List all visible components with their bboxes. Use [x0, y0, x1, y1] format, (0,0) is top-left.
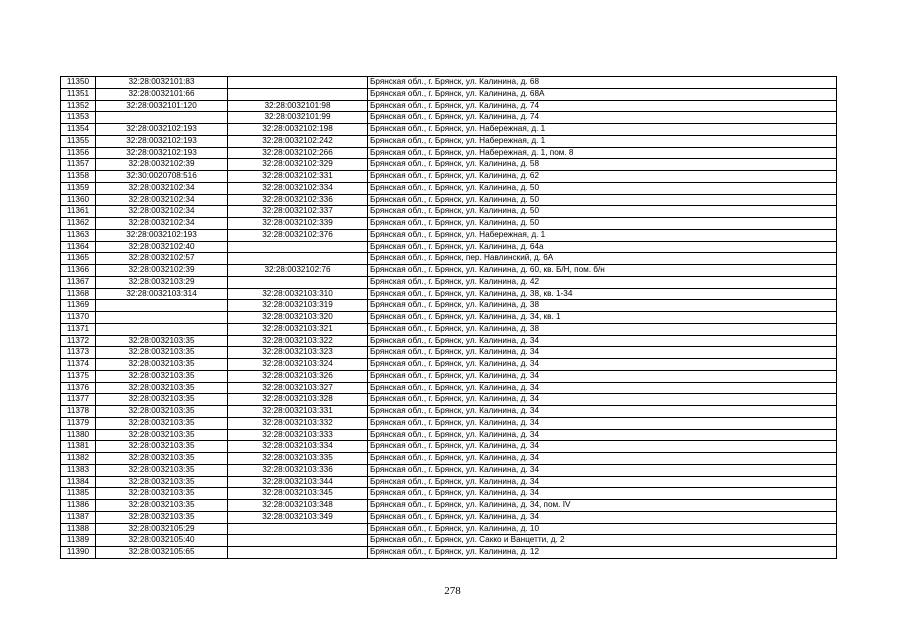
record-number-cell: 11355	[61, 135, 96, 147]
record-number-cell: 11384	[61, 476, 96, 488]
object-cadastral-number-cell	[228, 77, 368, 89]
record-number-cell: 11360	[61, 194, 96, 206]
table-row	[61, 429, 837, 441]
address-cell: Брянская обл., г. Брянск, ул. Калинина, д. 64а	[368, 241, 837, 253]
parcel-cadastral-number-cell: 32:28:0032103:35	[96, 417, 228, 429]
table-row	[61, 300, 837, 312]
record-number-cell: 11365	[61, 253, 96, 265]
table-row	[61, 382, 837, 394]
record-number-cell: 11364	[61, 241, 96, 253]
parcel-cadastral-number-cell: 32:28:0032102:34	[96, 182, 228, 194]
object-cadastral-number-cell: 32:28:0032103:349	[228, 511, 368, 523]
record-number-cell: 11375	[61, 370, 96, 382]
parcel-cadastral-number-cell: 32:28:0032102:193	[96, 124, 228, 136]
address-cell: Брянская обл., г. Брянск, ул. Калинина, д. 38	[368, 300, 837, 312]
table-row	[61, 159, 837, 171]
record-number-cell: 11379	[61, 417, 96, 429]
object-cadastral-number-cell: 32:28:0032102:376	[228, 229, 368, 241]
table-row	[61, 171, 837, 183]
table-row	[61, 182, 837, 194]
address-cell: Брянская обл., г. Брянск, ул. Калинина, д. 38	[368, 323, 837, 335]
object-cadastral-number-cell: 32:28:0032102:266	[228, 147, 368, 159]
address-cell: Брянская обл., г. Брянск, ул. Калинина, д. 34	[368, 511, 837, 523]
table-row	[61, 394, 837, 406]
address-cell: Брянская обл., г. Брянск, ул. Калинина, д. 74	[368, 100, 837, 112]
page-number: 278	[444, 585, 461, 597]
address-cell: Брянская обл., г. Брянск, ул. Калинина, д. 74	[368, 112, 837, 124]
parcel-cadastral-number-cell: 32:28:0032102:39	[96, 159, 228, 171]
parcel-cadastral-number-cell: 32:28:0032103:35	[96, 500, 228, 512]
parcel-cadastral-number-cell: 32:28:0032103:35	[96, 359, 228, 371]
address-cell: Брянская обл., г. Брянск, ул. Калинина, д. 10	[368, 523, 837, 535]
parcel-cadastral-number-cell	[96, 112, 228, 124]
object-cadastral-number-cell: 32:28:0032103:332	[228, 417, 368, 429]
record-number-cell: 11351	[61, 88, 96, 100]
record-number-cell: 11363	[61, 229, 96, 241]
record-number-cell: 11372	[61, 335, 96, 347]
object-cadastral-number-cell: 32:28:0032101:99	[228, 112, 368, 124]
parcel-cadastral-number-cell: 32:28:0032101:83	[96, 77, 228, 89]
table-row	[61, 500, 837, 512]
object-cadastral-number-cell: 32:28:0032103:324	[228, 359, 368, 371]
object-cadastral-number-cell	[228, 547, 368, 559]
record-number-cell: 11369	[61, 300, 96, 312]
table-row	[61, 77, 837, 89]
address-cell: Брянская обл., г. Брянск, ул. Набережная, д. 1, пом. 8	[368, 147, 837, 159]
parcel-cadastral-number-cell: 32:28:0032103:35	[96, 335, 228, 347]
record-number-cell: 11361	[61, 206, 96, 218]
object-cadastral-number-cell	[228, 276, 368, 288]
table-row	[61, 112, 837, 124]
record-number-cell: 11377	[61, 394, 96, 406]
address-cell: Брянская обл., г. Брянск, ул. Калинина, д. 34	[368, 417, 837, 429]
address-cell: Брянская обл., г. Брянск, ул. Калинина, д. 58	[368, 159, 837, 171]
object-cadastral-number-cell	[228, 253, 368, 265]
record-number-cell: 11376	[61, 382, 96, 394]
object-cadastral-number-cell: 32:28:0032103:331	[228, 406, 368, 418]
parcel-cadastral-number-cell: 32:28:0032105:40	[96, 535, 228, 547]
address-cell: Брянская обл., г. Брянск, ул. Калинина, д. 34	[368, 370, 837, 382]
parcel-cadastral-number-cell: 32:28:0032102:193	[96, 229, 228, 241]
address-cell: Брянская обл., г. Брянск, ул. Набережная, д. 1	[368, 229, 837, 241]
address-cell: Брянская обл., г. Брянск, ул. Калинина, д. 34	[368, 394, 837, 406]
parcel-cadastral-number-cell: 32:28:0032103:35	[96, 441, 228, 453]
address-cell: Брянская обл., г. Брянск, ул. Калинина, д. 68	[368, 77, 837, 89]
address-cell: Брянская обл., г. Брянск, ул. Калинина, д. 38, кв. 1-34	[368, 288, 837, 300]
parcel-cadastral-number-cell: 32:28:0032103:35	[96, 429, 228, 441]
object-cadastral-number-cell: 32:28:0032102:331	[228, 171, 368, 183]
record-number-cell: 11352	[61, 100, 96, 112]
address-cell: Брянская обл., г. Брянск, ул. Калинина, д. 50	[368, 206, 837, 218]
parcel-cadastral-number-cell: 32:28:0032102:40	[96, 241, 228, 253]
record-number-cell: 11388	[61, 523, 96, 535]
parcel-cadastral-number-cell: 32:28:0032103:35	[96, 406, 228, 418]
table-row	[61, 347, 837, 359]
table-row	[61, 253, 837, 265]
object-cadastral-number-cell	[228, 88, 368, 100]
record-number-cell: 11354	[61, 124, 96, 136]
object-cadastral-number-cell: 32:28:0032103:348	[228, 500, 368, 512]
table-row	[61, 288, 837, 300]
record-number-cell: 11367	[61, 276, 96, 288]
address-cell: Брянская обл., г. Брянск, ул. Калинина, д. 42	[368, 276, 837, 288]
object-cadastral-number-cell: 32:28:0032103:327	[228, 382, 368, 394]
object-cadastral-number-cell: 32:28:0032103:320	[228, 312, 368, 324]
address-cell: Брянская обл., г. Брянск, ул. Калинина, д. 34, кв. 1	[368, 312, 837, 324]
address-cell: Брянская обл., г. Брянск, пер. Навлинский, д. 6А	[368, 253, 837, 265]
address-cell: Брянская обл., г. Брянск, ул. Набережная, д. 1	[368, 135, 837, 147]
table-row	[61, 535, 837, 547]
record-number-cell: 11359	[61, 182, 96, 194]
table-row	[61, 206, 837, 218]
address-cell: Брянская обл., г. Брянск, ул. Калинина, д. 12	[368, 547, 837, 559]
table-row	[61, 335, 837, 347]
address-cell: Брянская обл., г. Брянск, ул. Калинина, д. 34	[368, 476, 837, 488]
object-cadastral-number-cell: 32:28:0032103:345	[228, 488, 368, 500]
address-cell: Брянская обл., г. Брянск, ул. Калинина, д. 34	[368, 488, 837, 500]
address-cell: Брянская обл., г. Брянск, ул. Калинина, д. 60, кв. Б/Н, пом. б/н	[368, 265, 837, 277]
parcel-cadastral-number-cell: 32:28:0032101:66	[96, 88, 228, 100]
record-number-cell: 11350	[61, 77, 96, 89]
table-row	[61, 406, 837, 418]
object-cadastral-number-cell: 32:28:0032102:336	[228, 194, 368, 206]
object-cadastral-number-cell: 32:28:0032103:323	[228, 347, 368, 359]
parcel-cadastral-number-cell: 32:28:0032103:35	[96, 476, 228, 488]
parcel-cadastral-number-cell: 32:28:0032103:35	[96, 394, 228, 406]
table-row	[61, 229, 837, 241]
registry-table-body	[61, 77, 837, 559]
parcel-cadastral-number-cell: 32:28:0032103:35	[96, 370, 228, 382]
parcel-cadastral-number-cell: 32:28:0032103:35	[96, 453, 228, 465]
record-number-cell: 11389	[61, 535, 96, 547]
object-cadastral-number-cell: 32:28:0032102:337	[228, 206, 368, 218]
parcel-cadastral-number-cell: 32:28:0032103:35	[96, 511, 228, 523]
record-number-cell: 11381	[61, 441, 96, 453]
table-row	[61, 323, 837, 335]
table-row	[61, 100, 837, 112]
address-cell: Брянская обл., г. Брянск, ул. Калинина, д. 34	[368, 406, 837, 418]
record-number-cell: 11380	[61, 429, 96, 441]
table-row	[61, 488, 837, 500]
address-cell: Брянская обл., г. Брянск, ул. Калинина, д. 34	[368, 441, 837, 453]
address-cell: Брянская обл., г. Брянск, ул. Калинина, д. 34	[368, 453, 837, 465]
address-cell: Брянская обл., г. Брянск, ул. Калинина, д. 68А	[368, 88, 837, 100]
object-cadastral-number-cell: 32:28:0032103:310	[228, 288, 368, 300]
object-cadastral-number-cell: 32:28:0032102:329	[228, 159, 368, 171]
record-number-cell: 11358	[61, 171, 96, 183]
object-cadastral-number-cell: 32:28:0032103:333	[228, 429, 368, 441]
object-cadastral-number-cell: 32:28:0032103:322	[228, 335, 368, 347]
table-row	[61, 265, 837, 277]
record-number-cell: 11362	[61, 218, 96, 230]
object-cadastral-number-cell: 32:28:0032103:335	[228, 453, 368, 465]
table-row	[61, 276, 837, 288]
record-number-cell: 11387	[61, 511, 96, 523]
address-cell: Брянская обл., г. Брянск, ул. Калинина, д. 34	[368, 335, 837, 347]
record-number-cell: 11368	[61, 288, 96, 300]
record-number-cell: 11382	[61, 453, 96, 465]
parcel-cadastral-number-cell: 32:28:0032105:29	[96, 523, 228, 535]
table-row	[61, 135, 837, 147]
object-cadastral-number-cell	[228, 535, 368, 547]
address-cell: Брянская обл., г. Брянск, ул. Калинина, д. 34	[368, 347, 837, 359]
table-row	[61, 441, 837, 453]
parcel-cadastral-number-cell: 32:28:0032101:120	[96, 100, 228, 112]
object-cadastral-number-cell: 32:28:0032102:242	[228, 135, 368, 147]
table-row	[61, 147, 837, 159]
table-row	[61, 194, 837, 206]
address-cell: Брянская обл., г. Брянск, ул. Калинина, д. 34	[368, 464, 837, 476]
parcel-cadastral-number-cell: 32:28:0032103:35	[96, 464, 228, 476]
record-number-cell: 11383	[61, 464, 96, 476]
object-cadastral-number-cell: 32:28:0032103:321	[228, 323, 368, 335]
table-row	[61, 547, 837, 559]
parcel-cadastral-number-cell	[96, 323, 228, 335]
record-number-cell: 11374	[61, 359, 96, 371]
table-row	[61, 417, 837, 429]
record-number-cell: 11386	[61, 500, 96, 512]
object-cadastral-number-cell: 32:28:0032103:319	[228, 300, 368, 312]
object-cadastral-number-cell: 32:28:0032103:328	[228, 394, 368, 406]
address-cell: Брянская обл., г. Брянск, ул. Калинина, д. 34	[368, 382, 837, 394]
parcel-cadastral-number-cell: 32:28:0032102:39	[96, 265, 228, 277]
record-number-cell: 11378	[61, 406, 96, 418]
object-cadastral-number-cell: 32:28:0032102:76	[228, 265, 368, 277]
record-number-cell: 11385	[61, 488, 96, 500]
parcel-cadastral-number-cell: 32:28:0032102:193	[96, 147, 228, 159]
table-row	[61, 370, 837, 382]
address-cell: Брянская обл., г. Брянск, ул. Сакко и Ванцетти, д. 2	[368, 535, 837, 547]
object-cadastral-number-cell	[228, 241, 368, 253]
object-cadastral-number-cell	[228, 523, 368, 535]
parcel-cadastral-number-cell: 32:28:0032102:193	[96, 135, 228, 147]
table-row	[61, 359, 837, 371]
parcel-cadastral-number-cell	[96, 300, 228, 312]
object-cadastral-number-cell: 32:28:0032103:326	[228, 370, 368, 382]
record-number-cell: 11356	[61, 147, 96, 159]
parcel-cadastral-number-cell: 32:28:0032103:314	[96, 288, 228, 300]
address-cell: Брянская обл., г. Брянск, ул. Набережная, д. 1	[368, 124, 837, 136]
parcel-cadastral-number-cell: 32:30:0020708:516	[96, 171, 228, 183]
address-cell: Брянская обл., г. Брянск, ул. Калинина, д. 34, пом. IV	[368, 500, 837, 512]
parcel-cadastral-number-cell	[96, 312, 228, 324]
address-cell: Брянская обл., г. Брянск, ул. Калинина, д. 34	[368, 359, 837, 371]
table-row	[61, 523, 837, 535]
table-row	[61, 218, 837, 230]
object-cadastral-number-cell: 32:28:0032101:98	[228, 100, 368, 112]
parcel-cadastral-number-cell: 32:28:0032105:65	[96, 547, 228, 559]
record-number-cell: 11353	[61, 112, 96, 124]
table-row	[61, 241, 837, 253]
object-cadastral-number-cell: 32:28:0032102:198	[228, 124, 368, 136]
object-cadastral-number-cell: 32:28:0032102:334	[228, 182, 368, 194]
object-cadastral-number-cell: 32:28:0032103:344	[228, 476, 368, 488]
record-number-cell: 11390	[61, 547, 96, 559]
record-number-cell: 11373	[61, 347, 96, 359]
address-cell: Брянская обл., г. Брянск, ул. Калинина, д. 50	[368, 182, 837, 194]
parcel-cadastral-number-cell: 32:28:0032102:34	[96, 194, 228, 206]
address-cell: Брянская обл., г. Брянск, ул. Калинина, д. 62	[368, 171, 837, 183]
address-cell: Брянская обл., г. Брянск, ул. Калинина, д. 50	[368, 194, 837, 206]
address-cell: Брянская обл., г. Брянск, ул. Калинина, д. 50	[368, 218, 837, 230]
parcel-cadastral-number-cell: 32:28:0032102:34	[96, 206, 228, 218]
record-number-cell: 11366	[61, 265, 96, 277]
object-cadastral-number-cell: 32:28:0032103:336	[228, 464, 368, 476]
table-row	[61, 453, 837, 465]
cadastral-registry-table	[60, 76, 837, 559]
parcel-cadastral-number-cell: 32:28:0032103:35	[96, 382, 228, 394]
object-cadastral-number-cell: 32:28:0032102:339	[228, 218, 368, 230]
table-row	[61, 464, 837, 476]
record-number-cell: 11357	[61, 159, 96, 171]
table-row	[61, 312, 837, 324]
parcel-cadastral-number-cell: 32:28:0032103:35	[96, 488, 228, 500]
parcel-cadastral-number-cell: 32:28:0032102:34	[96, 218, 228, 230]
address-cell: Брянская обл., г. Брянск, ул. Калинина, д. 34	[368, 429, 837, 441]
table-row	[61, 511, 837, 523]
parcel-cadastral-number-cell: 32:28:0032103:35	[96, 347, 228, 359]
table-row	[61, 476, 837, 488]
table-row	[61, 88, 837, 100]
parcel-cadastral-number-cell: 32:28:0032102:57	[96, 253, 228, 265]
record-number-cell: 11371	[61, 323, 96, 335]
parcel-cadastral-number-cell: 32:28:0032103:29	[96, 276, 228, 288]
record-number-cell: 11370	[61, 312, 96, 324]
table-row	[61, 124, 837, 136]
object-cadastral-number-cell: 32:28:0032103:334	[228, 441, 368, 453]
